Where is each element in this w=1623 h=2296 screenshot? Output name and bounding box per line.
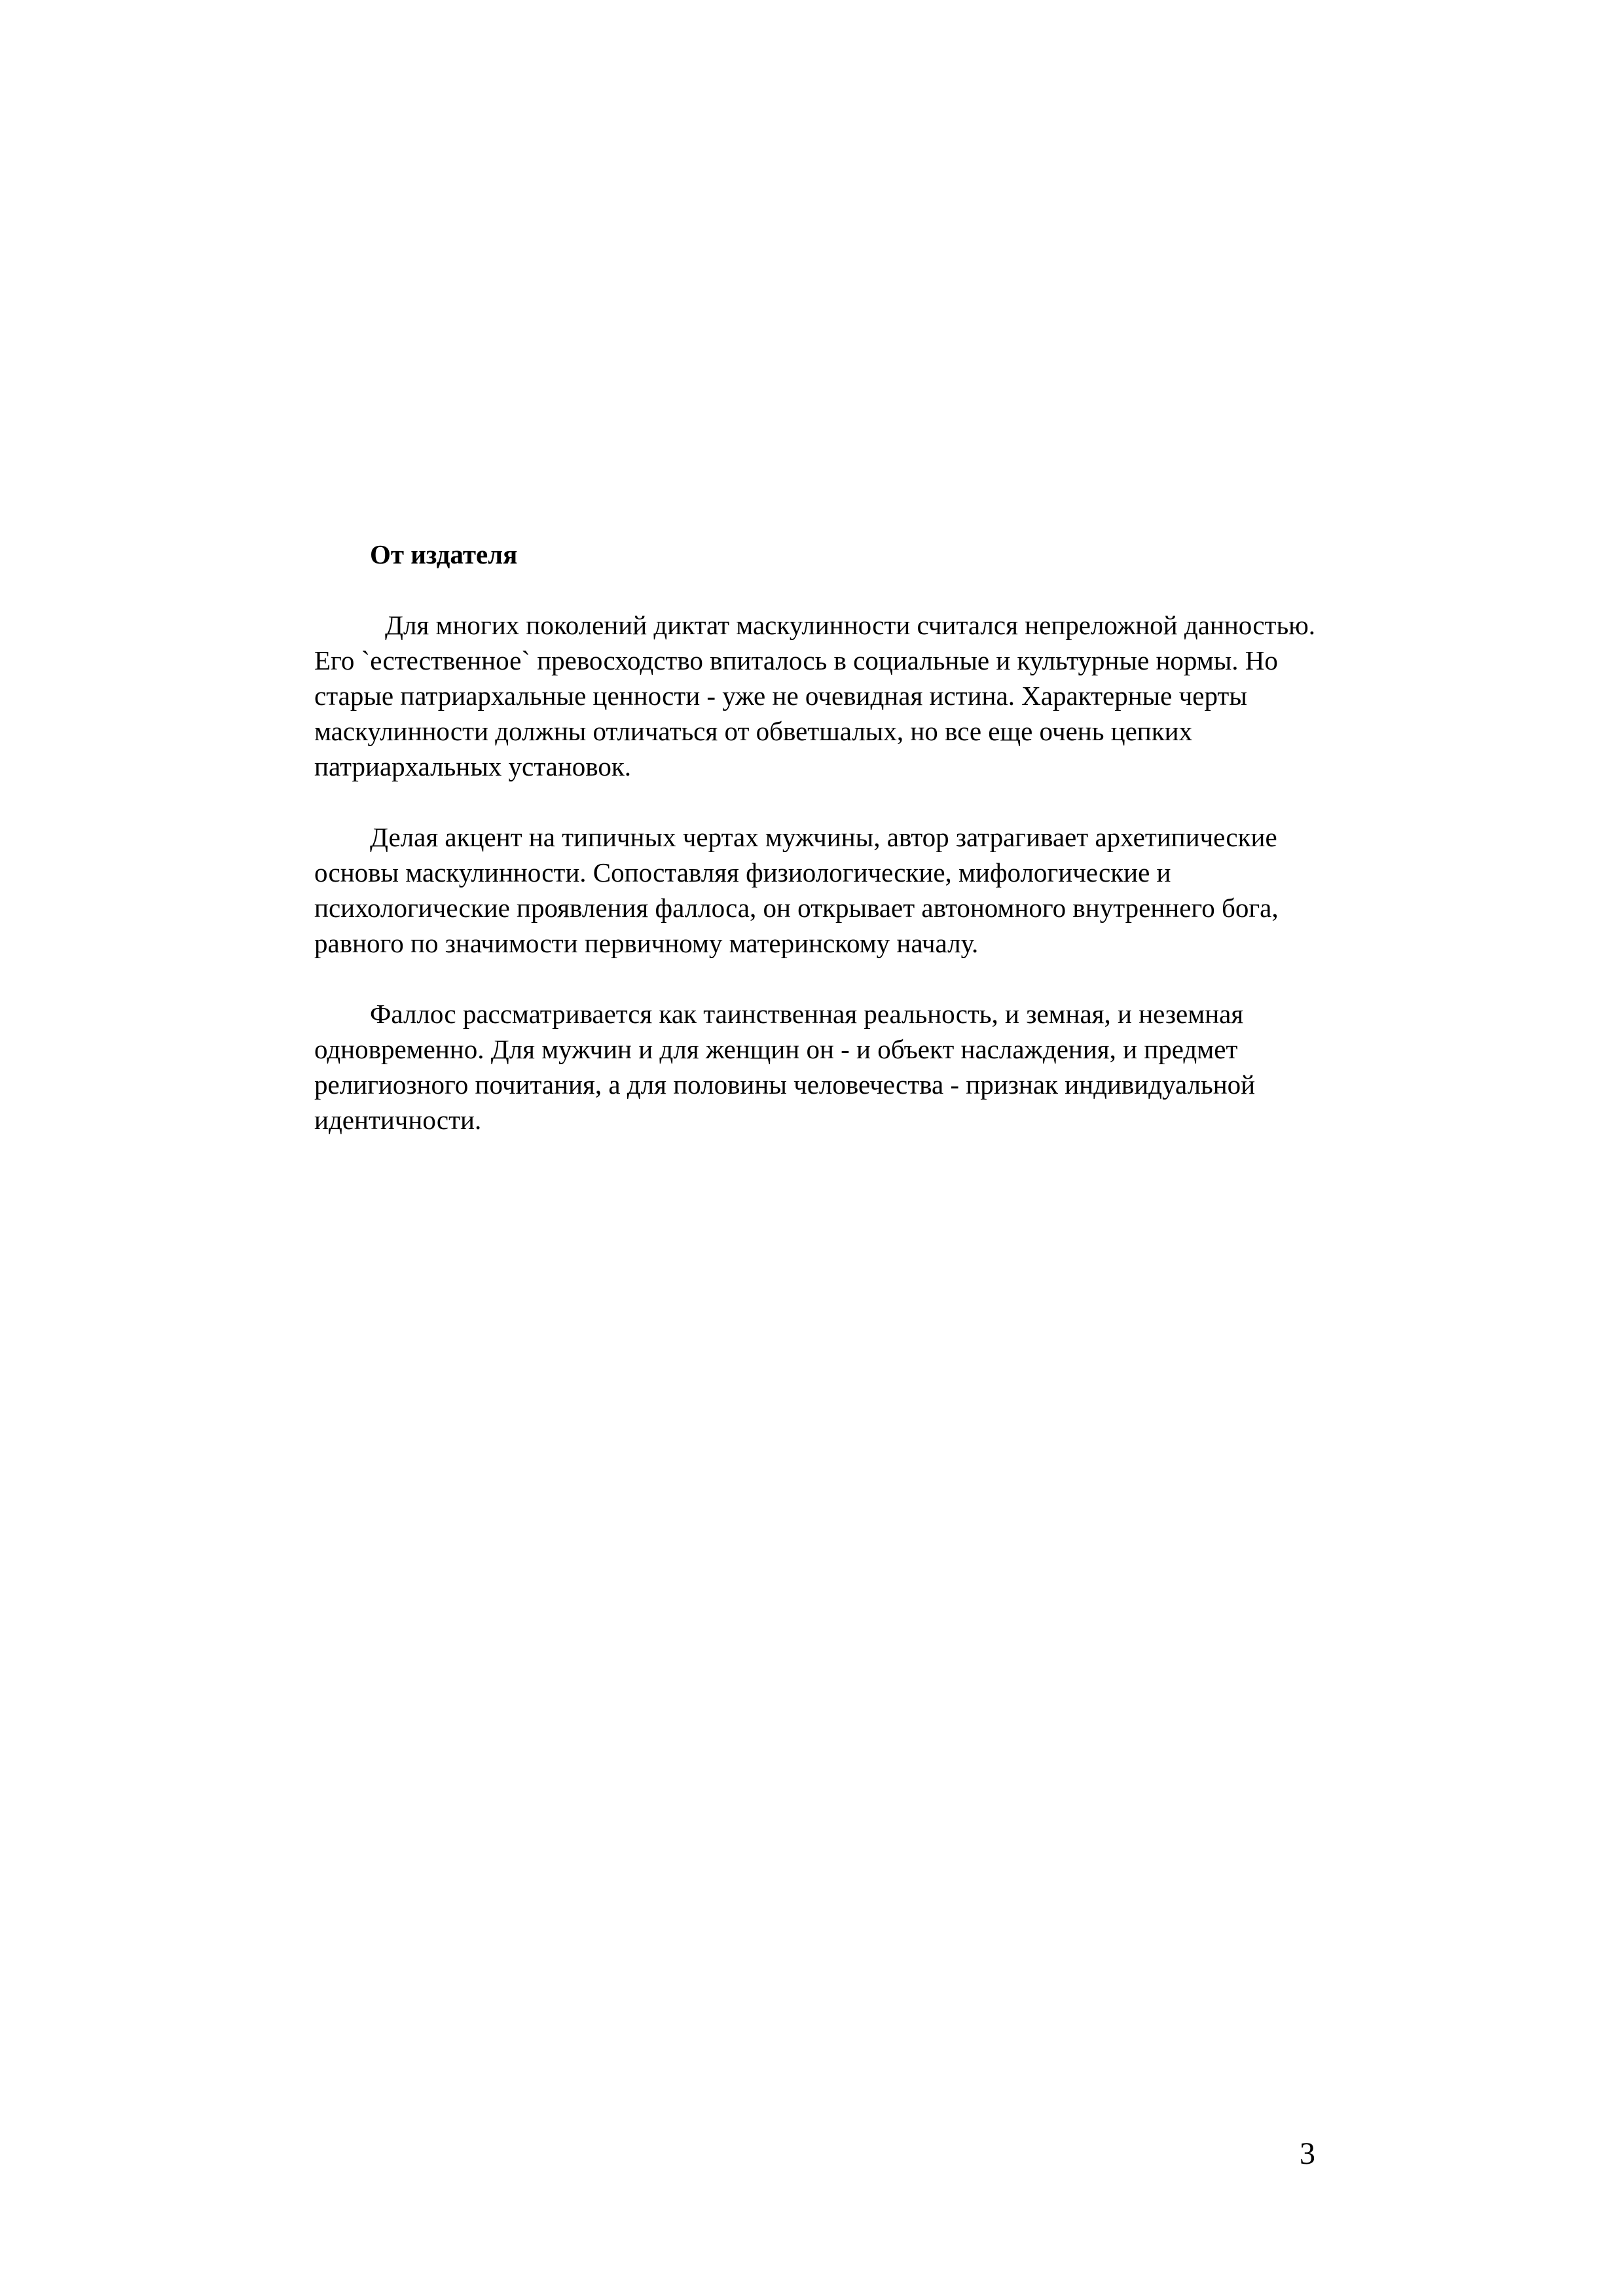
section-heading: От издателя [370,539,518,569]
paragraph-3: Фаллос рассматривается как таинственная реальность, и земная, и неземная одновременно. Для мужчин и для женщин он - и объект наслаждения, и предмет религиозного почитания, а для половины человечества - признак индивидуальной идентичности. [314,999,1256,1135]
paragraph-2: Делая акцент на типичных чертах мужчины, автор затрагивает архетипические основы маскулинности. Сопоставляя физиологические, мифологические и психологические проявления фаллоса, он открывает автономного внутреннего бога, равного по значимости первичному материнскому началу. [314,822,1279,958]
text-body [314,537,1336,1173]
page-number: 3 [1300,2136,1315,2171]
paragraph-1: Для многих поколений диктат маскулинности считался непреложной данностью. Его `естественное` превосходство впиталось в социальные и культурные нормы. Но старые патриархальные ценности - уже не очевидная истина. Характерные черты маскулинности должны отличаться от обветшалых, но все еще очень цепких патриархальных установок. [314,610,1316,781]
